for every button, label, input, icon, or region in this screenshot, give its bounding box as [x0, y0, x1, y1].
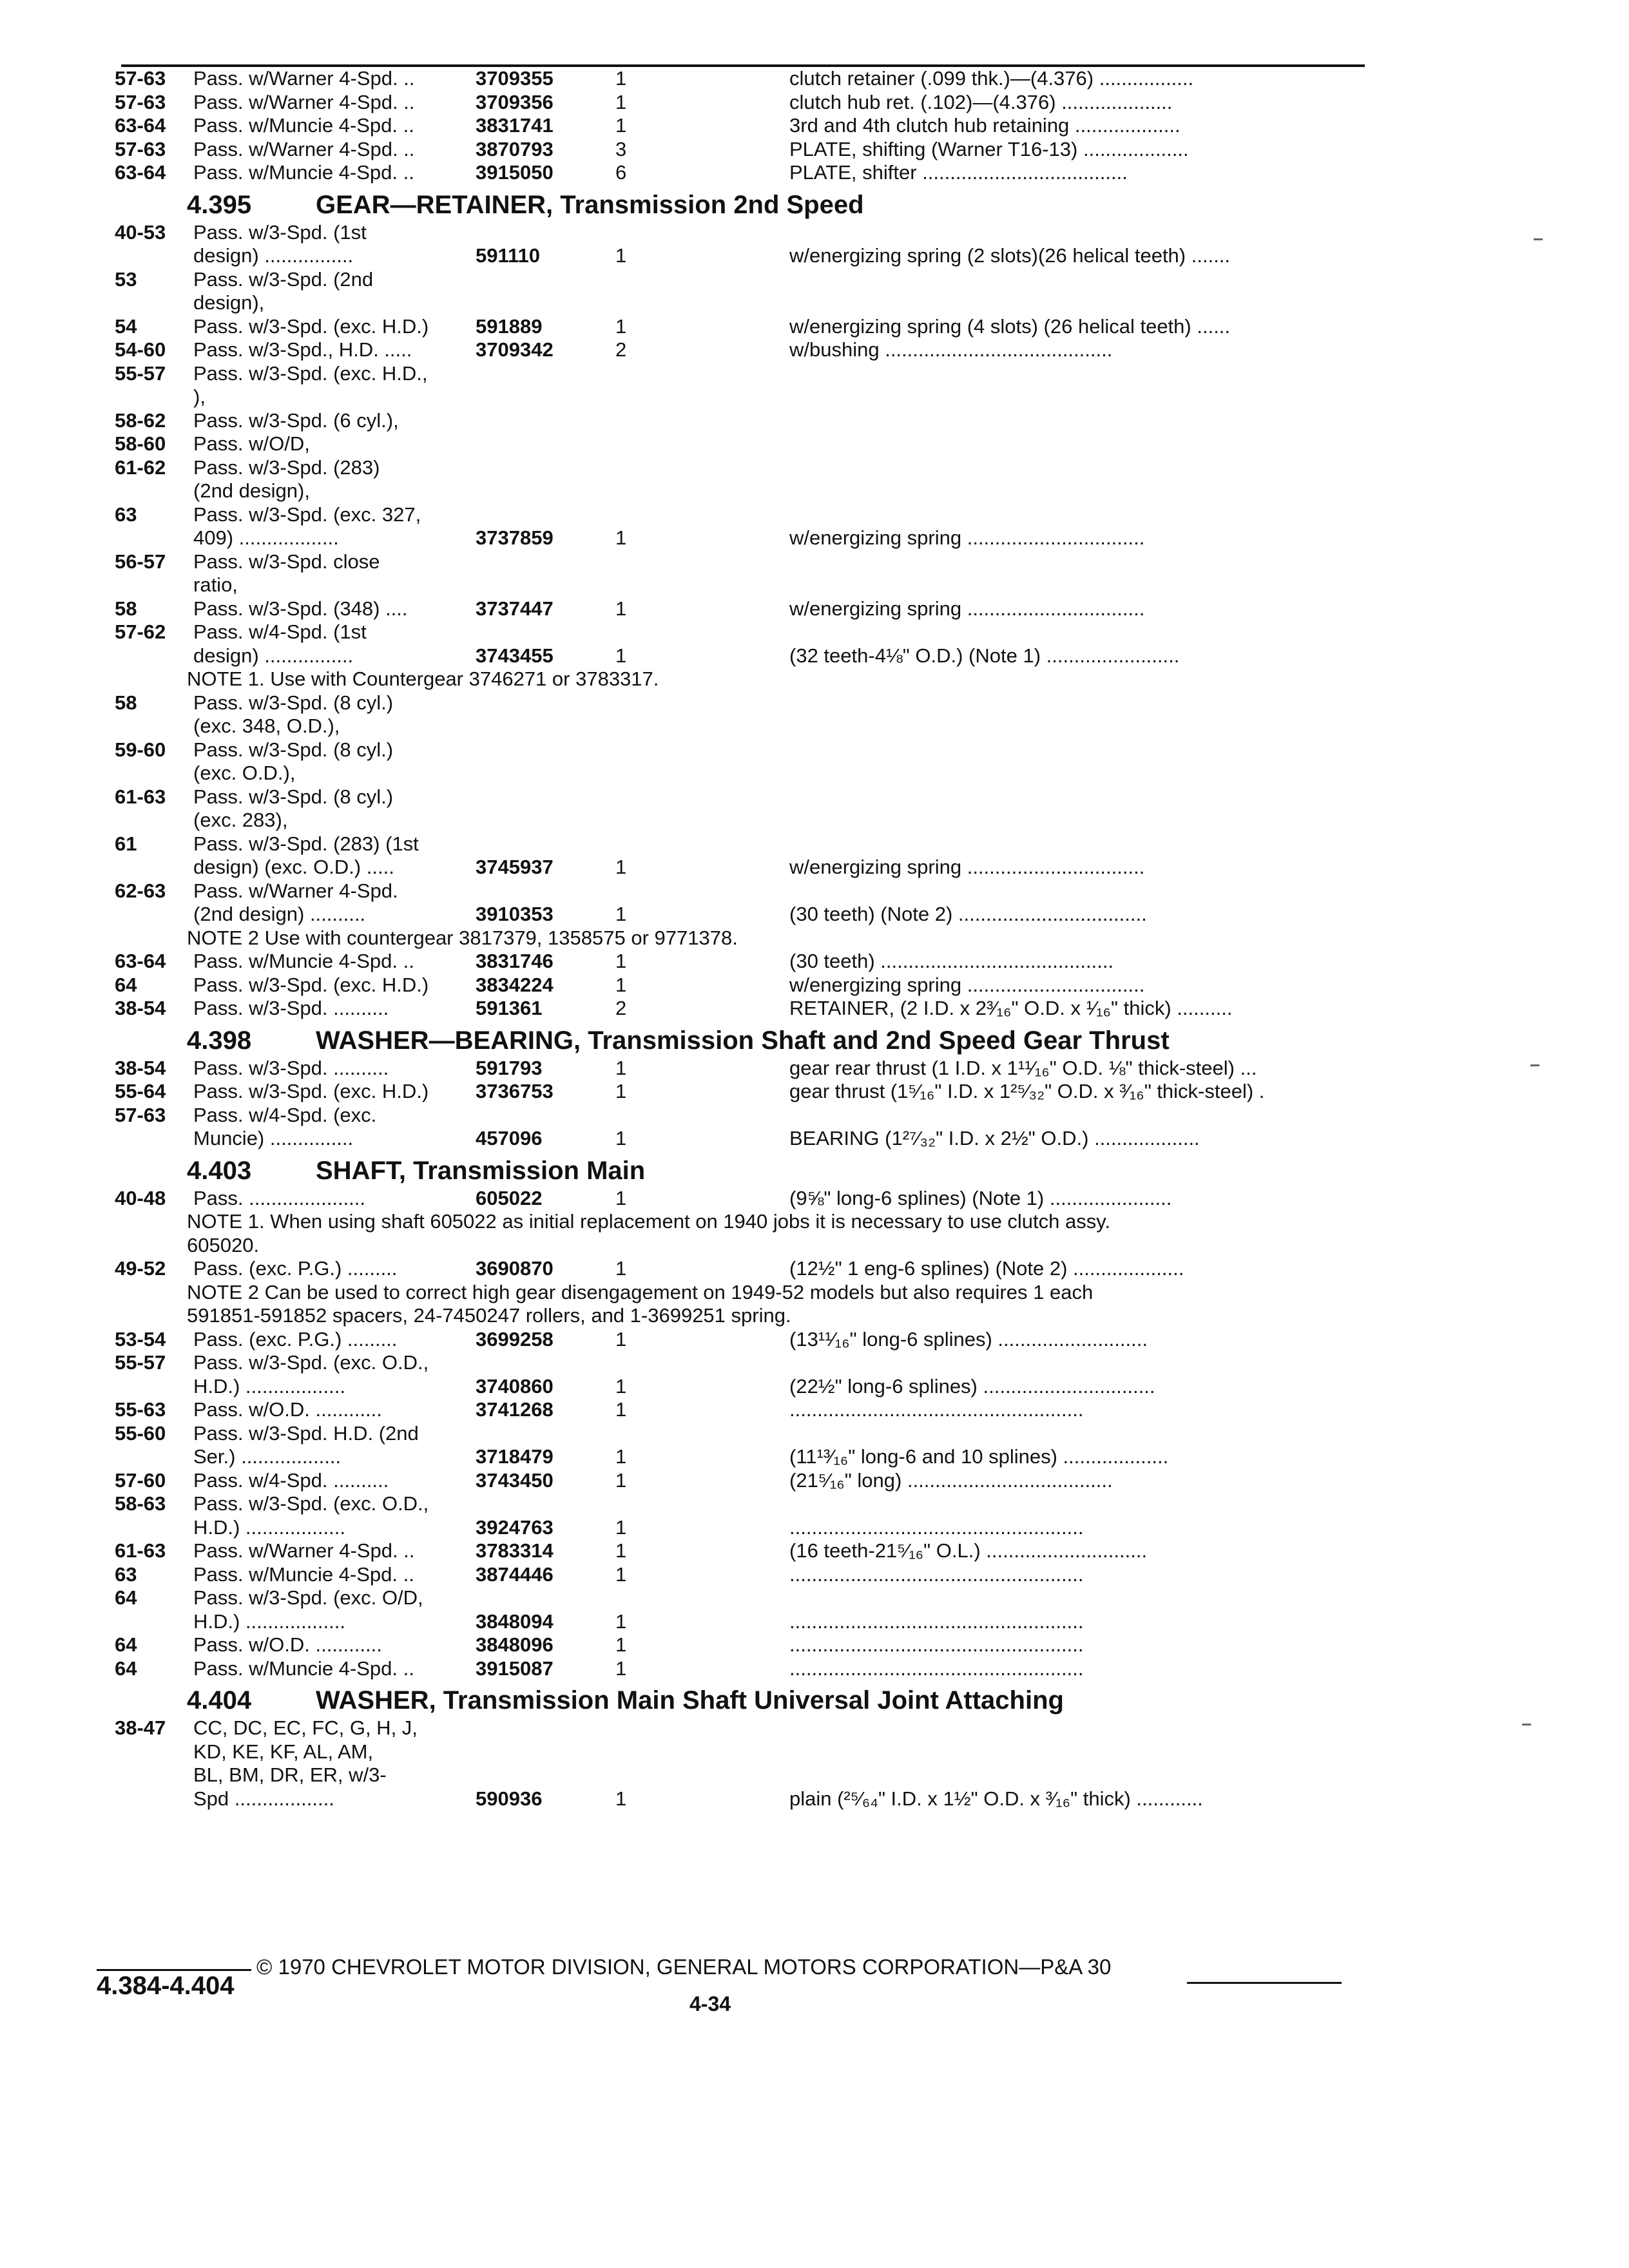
parts-row [0, 1257, 1629, 1281]
part-number: 3740860 [476, 1374, 554, 1398]
parts-row [0, 1610, 1629, 1634]
quantity: 3 [615, 137, 627, 160]
application-description: Pass. w/Warner 4-Spd. .. [193, 67, 415, 90]
application-description: Pass. w/Warner 4-Spd. .. [193, 1539, 415, 1562]
part-remarks: clutch hub ret. (.102)—(4.376) .................... [789, 90, 1173, 113]
parts-row [0, 856, 1629, 879]
application-description: Pass. ..................... [193, 1186, 366, 1209]
quantity: 1 [615, 1186, 627, 1209]
part-remarks: (22½" long-6 splines) ............................... [789, 1374, 1155, 1398]
footer-copyright: © 1970 CHEVROLET MOTOR DIVISION, GENERAL MOTORS CORPORATION—P&A 30 [256, 1955, 1112, 1979]
part-remarks: (16 teeth-21⁵⁄₁₆" O.L.) ............................. [789, 1539, 1148, 1562]
part-number: 3745937 [476, 856, 554, 878]
application-description: Pass. w/3-Spd. (exc. H.D.) [193, 1080, 429, 1102]
part-remarks: (11¹³⁄₁₆" long-6 and 10 splines) ................... [789, 1445, 1169, 1468]
model-years: 63 [115, 1562, 137, 1586]
parts-row [0, 67, 1629, 91]
application-description: Pass. (exc. P.G.) ......... [193, 1257, 398, 1280]
parts-row [0, 997, 1629, 1021]
application-description: Pass. w/Muncie 4-Spd. .. [193, 1657, 414, 1680]
part-number: 591889 [476, 314, 543, 338]
parts-row [0, 620, 1629, 644]
margin-mark [1522, 1724, 1531, 1725]
application-description: Pass. w/Muncie 4-Spd. .. [193, 1562, 414, 1586]
application-description: Pass. w/3-Spd. (8 cyl.) [193, 738, 394, 761]
part-remarks: (13¹¹⁄₁₆" long-6 splines) ........................... [789, 1327, 1148, 1350]
application-description: Pass. w/3-Spd. (1st [193, 220, 367, 244]
part-remarks: w/energizing spring ................................ [789, 973, 1145, 996]
note-line [0, 1281, 1629, 1305]
model-years: 49-52 [115, 1257, 166, 1280]
application-description: Pass. w/3-Spd. .......... [193, 997, 389, 1019]
parts-row [0, 573, 1629, 597]
application-description: (exc. O.D.), [193, 762, 296, 784]
section-number: 4.398 [187, 1026, 252, 1055]
application-description: Pass. w/3-Spd. (exc. H.D., [193, 361, 428, 385]
part-number: 3848096 [476, 1633, 554, 1656]
parts-row [0, 221, 1629, 245]
part-number: 3718479 [476, 1445, 554, 1468]
quantity: 1 [615, 1787, 627, 1810]
part-remarks: ..................................................... [789, 1562, 1084, 1586]
parts-row [0, 738, 1629, 762]
application-description: BL, BM, DR, ER, w/3- [193, 1763, 387, 1786]
parts-row [0, 1492, 1629, 1516]
parts-row [0, 1586, 1629, 1610]
model-years: 64 [115, 1657, 137, 1680]
section-number: 4.403 [187, 1156, 252, 1185]
application-description: H.D.) .................. [193, 1610, 345, 1633]
model-years: 58-60 [115, 432, 166, 455]
application-description: Pass. w/Warner 4-Spd. .. [193, 90, 415, 113]
part-number: 3834224 [476, 973, 554, 996]
model-years: 55-57 [115, 1351, 166, 1374]
model-years: 40-53 [115, 220, 166, 244]
parts-row [0, 1633, 1629, 1657]
quantity: 1 [615, 1127, 627, 1149]
quantity: 2 [615, 338, 627, 361]
quantity: 1 [615, 1539, 627, 1562]
quantity: 1 [615, 1657, 627, 1680]
application-description: Pass. w/3-Spd. (6 cyl.), [193, 408, 399, 432]
section-title: GEAR—RETAINER, Transmission 2nd Speed [316, 190, 864, 219]
application-description: Pass. w/3-Spd. (8 cyl.) [193, 785, 394, 808]
application-description: Spd .................. [193, 1787, 334, 1810]
part-remarks: gear thrust (1⁵⁄₁₆" I.D. x 1²⁵⁄₃₂" O.D. x ³⁄₁₆" thick-steel) . [789, 1080, 1265, 1102]
quantity: 1 [615, 1257, 627, 1280]
quantity: 1 [615, 973, 627, 996]
part-number: 3699258 [476, 1327, 554, 1350]
part-number: 3741268 [476, 1398, 554, 1421]
quantity: 1 [615, 526, 627, 549]
parts-row [0, 385, 1629, 409]
application-description: design) ................ [193, 644, 354, 667]
section-heading [0, 1151, 1629, 1187]
part-remarks: plain (²⁵⁄₆₄" I.D. x 1½" O.D. x ³⁄₁₆" thick) ............ [789, 1787, 1203, 1810]
parts-row [0, 1080, 1629, 1104]
quantity: 1 [615, 1633, 627, 1656]
model-years: 57-63 [115, 137, 166, 160]
application-description: design) (exc. O.D.) ..... [193, 856, 394, 878]
parts-row [0, 161, 1629, 185]
part-number: 3690870 [476, 1257, 554, 1280]
note-line [0, 1210, 1629, 1234]
parts-row [0, 526, 1629, 550]
section-number: 4.395 [187, 190, 252, 219]
model-years: 61-63 [115, 1539, 166, 1562]
parts-row [0, 597, 1629, 621]
part-remarks: (32 teeth-4⅛" O.D.) (Note 1) ........................ [789, 644, 1180, 667]
parts-row [0, 1539, 1629, 1563]
part-remarks: RETAINER, (2 I.D. x 2³⁄₁₆" O.D. x ¹⁄₁₆" thick) .......... [789, 997, 1233, 1019]
model-years: 54-60 [115, 338, 166, 361]
parts-row [0, 456, 1629, 480]
application-description: Pass. w/4-Spd. (exc. [193, 1103, 377, 1126]
parts-row [0, 1445, 1629, 1469]
application-description: Pass. w/3-Spd. .......... [193, 1056, 389, 1079]
application-description: Pass. w/O.D. ............ [193, 1633, 382, 1656]
application-description: Muncie) ............... [193, 1127, 354, 1149]
application-description: (2nd design), [193, 479, 310, 502]
part-remarks: PLATE, shifting (Warner T16-13) ................... [789, 137, 1189, 160]
section-heading [0, 1021, 1629, 1057]
part-number: 3831741 [476, 114, 554, 137]
model-years: 63 [115, 503, 137, 526]
application-description: Pass. w/Warner 4-Spd. .. [193, 137, 415, 160]
parts-row [0, 432, 1629, 456]
parts-row [0, 315, 1629, 339]
parts-row [0, 268, 1629, 292]
quantity: 1 [615, 1080, 627, 1102]
part-remarks: gear rear thrust (1 I.D. x 1¹¹⁄₁₆" O.D. ⅛" thick-steel) ... [789, 1056, 1257, 1079]
application-description: Pass. w/Warner 4-Spd. [193, 879, 398, 902]
part-number: 3737447 [476, 597, 554, 620]
part-number: 3874446 [476, 1562, 554, 1586]
application-description: CC, DC, EC, FC, G, H, J, [193, 1716, 418, 1739]
parts-row [0, 1351, 1629, 1375]
part-remarks: BEARING (1²⁷⁄₃₂" I.D. x 2½" O.D.) ................... [789, 1127, 1200, 1149]
quantity: 1 [615, 1056, 627, 1079]
quantity: 1 [615, 244, 627, 267]
model-years: 55-57 [115, 361, 166, 385]
parts-row [0, 1127, 1629, 1151]
application-description: (exc. 283), [193, 809, 288, 831]
application-description: Pass. w/3-Spd. (exc. H.D.) [193, 314, 429, 338]
model-years: 61-62 [115, 456, 166, 479]
application-description: Pass. w/3-Spd. (2nd [193, 267, 374, 291]
application-description: (2nd design) .......... [193, 903, 366, 925]
application-description: Pass. w/3-Spd. (348) .... [193, 597, 408, 620]
margin-mark [1534, 238, 1543, 240]
application-description: H.D.) .................. [193, 1374, 345, 1398]
section-heading [0, 1680, 1629, 1716]
application-description: Pass. (exc. P.G.) ......... [193, 1327, 398, 1350]
parts-row [0, 338, 1629, 362]
note-text: NOTE 1. When using shaft 605022 as initial replacement on 1940 jobs it is necessary to use clutch assy. [187, 1210, 1111, 1233]
part-remarks: ..................................................... [789, 1657, 1084, 1680]
parts-row [0, 503, 1629, 527]
parts-row [0, 879, 1629, 903]
quantity: 1 [615, 314, 627, 338]
parts-row [0, 1187, 1629, 1211]
part-remarks: (12½" 1 eng-6 splines) (Note 2) .................... [789, 1257, 1184, 1280]
application-description: ), [193, 385, 206, 408]
model-years: 58 [115, 597, 137, 620]
application-description: Pass. w/3-Spd. (8 cyl.) [193, 691, 394, 714]
model-years: 57-63 [115, 90, 166, 113]
note-line [0, 1304, 1629, 1328]
parts-row [0, 479, 1629, 503]
parts-row [0, 644, 1629, 668]
margin-mark [1530, 1064, 1539, 1066]
parts-row [0, 138, 1629, 162]
parts-row [0, 1057, 1629, 1081]
model-years: 38-54 [115, 1056, 166, 1079]
application-description: Pass. w/3-Spd. close [193, 550, 380, 573]
application-description: Pass. w/3-Spd. (exc. O.D., [193, 1492, 429, 1515]
application-description: Pass. w/3-Spd. (283) [193, 456, 380, 479]
note-text: NOTE 2 Use with countergear 3817379, 1358575 or 9771378. [187, 926, 738, 949]
application-description: design) ................ [193, 244, 354, 267]
quantity: 1 [615, 1445, 627, 1468]
parts-row [0, 91, 1629, 115]
application-description: Pass. w/3-Spd. (exc. 327, [193, 503, 421, 526]
model-years: 64 [115, 973, 137, 996]
model-years: 56-57 [115, 550, 166, 573]
footer-rule-right [1187, 1982, 1342, 1984]
parts-row [0, 1469, 1629, 1493]
quantity: 1 [615, 950, 627, 972]
quantity: 1 [615, 597, 627, 620]
part-remarks: clutch retainer (.099 thk.)—(4.376) ................. [789, 67, 1194, 90]
quantity: 1 [615, 1515, 627, 1539]
application-description: Pass. w/3-Spd. (283) (1st [193, 832, 419, 855]
application-description: 409) .................. [193, 526, 339, 549]
application-description: Pass. w/Muncie 4-Spd. .. [193, 161, 414, 184]
part-number: 605022 [476, 1186, 543, 1209]
model-years: 57-63 [115, 67, 166, 90]
model-years: 64 [115, 1633, 137, 1656]
section-heading [0, 185, 1629, 221]
application-description: Pass. w/Muncie 4-Spd. .. [193, 950, 414, 972]
parts-row [0, 1763, 1629, 1787]
part-number: 457096 [476, 1127, 543, 1149]
quantity: 1 [615, 903, 627, 925]
model-years: 63-64 [115, 114, 166, 137]
model-years: 55-60 [115, 1421, 166, 1445]
note-text: NOTE 2 Can be used to correct high gear disengagement on 1949-52 models but also requires 1 each [187, 1280, 1094, 1303]
application-description: Pass. w/3-Spd. (exc. O/D, [193, 1586, 423, 1609]
quantity: 1 [615, 1327, 627, 1350]
parts-row [0, 1328, 1629, 1352]
note-text: 605020. [187, 1233, 260, 1256]
part-remarks: (9⅝" long-6 splines) (Note 1) ...................... [789, 1186, 1172, 1209]
model-years: 63-64 [115, 161, 166, 184]
part-remarks: w/bushing ......................................... [789, 338, 1113, 361]
page-number: 4-34 [689, 1992, 731, 2015]
parts-row [0, 1716, 1629, 1740]
section-title: WASHER—BEARING, Transmission Shaft and 2nd Speed Gear Thrust [316, 1026, 1170, 1055]
part-remarks: w/energizing spring ................................ [789, 856, 1145, 878]
application-description: Pass. w/Muncie 4-Spd. .. [193, 114, 414, 137]
parts-row [0, 1787, 1629, 1811]
model-years: 59-60 [115, 738, 166, 761]
note-line [0, 668, 1629, 691]
part-number: 3870793 [476, 137, 554, 160]
part-remarks: w/energizing spring ................................ [789, 526, 1145, 549]
parts-row [0, 1422, 1629, 1446]
model-years: 57-60 [115, 1468, 166, 1492]
part-number: 3924763 [476, 1515, 554, 1539]
quantity: 1 [615, 1374, 627, 1398]
part-number: 591110 [476, 244, 541, 267]
parts-row [0, 974, 1629, 997]
application-description: Pass. w/O/D, [193, 432, 310, 455]
model-years: 63-64 [115, 950, 166, 972]
part-remarks: ..................................................... [789, 1633, 1084, 1656]
quantity: 1 [615, 114, 627, 137]
parts-row [0, 362, 1629, 386]
part-number: 3736753 [476, 1080, 554, 1102]
model-years: 58-63 [115, 1492, 166, 1515]
model-years: 54 [115, 314, 137, 338]
part-number: 3709355 [476, 67, 554, 90]
model-years: 61-63 [115, 785, 166, 808]
quantity: 2 [615, 997, 627, 1019]
parts-row [0, 809, 1629, 832]
part-number: 3915050 [476, 161, 554, 184]
part-remarks: (21⁵⁄₁₆" long) ..................................... [789, 1468, 1113, 1492]
parts-row [0, 1516, 1629, 1540]
section-number: 4.404 [187, 1686, 252, 1715]
quantity: 1 [615, 1468, 627, 1492]
parts-row [0, 691, 1629, 715]
parts-row [0, 762, 1629, 785]
model-years: 58 [115, 691, 137, 714]
parts-row [0, 950, 1629, 974]
note-line [0, 927, 1629, 950]
parts-row [0, 1398, 1629, 1422]
part-remarks: (30 teeth) .......................................... [789, 950, 1114, 972]
part-remarks: w/energizing spring ................................ [789, 597, 1145, 620]
part-remarks: w/energizing spring (2 slots)(26 helical teeth) ....... [789, 244, 1231, 267]
model-years: 55-63 [115, 1398, 166, 1421]
quantity: 1 [615, 1562, 627, 1586]
model-years: 38-47 [115, 1716, 166, 1739]
application-description: Pass. w/3-Spd. H.D. (2nd [193, 1421, 419, 1445]
model-years: 64 [115, 1586, 137, 1609]
model-years: 55-64 [115, 1080, 166, 1102]
application-description: design), [193, 291, 265, 314]
part-number: 591793 [476, 1056, 543, 1079]
model-years: 40-48 [115, 1186, 166, 1209]
quantity: 1 [615, 856, 627, 878]
parts-row [0, 1657, 1629, 1681]
parts-row [0, 785, 1629, 809]
application-description: Pass. w/3-Spd. (exc. O.D., [193, 1351, 429, 1374]
model-years: 58-62 [115, 408, 166, 432]
part-number: 3709342 [476, 338, 554, 361]
note-text: NOTE 1. Use with Countergear 3746271 or 3783317. [187, 668, 659, 690]
application-description: Pass. w/3-Spd. (exc. H.D.) [193, 973, 429, 996]
part-remarks: ..................................................... [789, 1610, 1084, 1633]
parts-row [0, 114, 1629, 138]
part-remarks: w/energizing spring (4 slots) (26 helical teeth) ...... [789, 314, 1231, 338]
part-number: 3743455 [476, 644, 554, 667]
application-description: Pass. w/4-Spd. .......... [193, 1468, 389, 1492]
parts-list [0, 67, 1629, 1811]
parts-row [0, 1740, 1629, 1764]
part-remarks: ..................................................... [789, 1515, 1084, 1539]
application-description: Pass. w/O.D. ............ [193, 1398, 382, 1421]
application-description: H.D.) .................. [193, 1515, 345, 1539]
part-number: 3743450 [476, 1468, 554, 1492]
application-description: Ser.) .................. [193, 1445, 342, 1468]
part-number: 591361 [476, 997, 543, 1019]
part-remarks: 3rd and 4th clutch hub retaining ................... [789, 114, 1181, 137]
parts-row [0, 715, 1629, 738]
quantity: 6 [615, 161, 627, 184]
part-remarks: ..................................................... [789, 1398, 1084, 1421]
quantity: 1 [615, 1610, 627, 1633]
quantity: 1 [615, 1398, 627, 1421]
model-years: 62-63 [115, 879, 166, 902]
application-description: (exc. 348, O.D.), [193, 715, 340, 737]
model-years: 53 [115, 267, 137, 291]
part-number: 590936 [476, 1787, 543, 1810]
quantity: 1 [615, 90, 627, 113]
parts-row [0, 409, 1629, 433]
section-range: 4.384-4.404 [97, 1972, 235, 2000]
parts-row [0, 1104, 1629, 1128]
part-number: 3737859 [476, 526, 554, 549]
application-description: KD, KE, KF, AL, AM, [193, 1740, 374, 1763]
part-number: 3709356 [476, 90, 554, 113]
model-years: 57-63 [115, 1103, 166, 1126]
parts-row [0, 1563, 1629, 1587]
model-years: 38-54 [115, 997, 166, 1019]
part-number: 3848094 [476, 1610, 554, 1633]
parts-row [0, 550, 1629, 574]
parts-row [0, 291, 1629, 315]
part-remarks: PLATE, shifter ..................................... [789, 161, 1128, 184]
part-number: 3915087 [476, 1657, 554, 1680]
parts-row [0, 244, 1629, 268]
part-number: 3783314 [476, 1539, 554, 1562]
parts-row [0, 832, 1629, 856]
part-number: 3910353 [476, 903, 554, 925]
part-remarks: (30 teeth) (Note 2) .................................. [789, 903, 1147, 925]
model-years: 57-62 [115, 620, 166, 643]
model-years: 53-54 [115, 1327, 166, 1350]
parts-row [0, 1375, 1629, 1399]
application-description: ratio, [193, 573, 238, 596]
note-line [0, 1234, 1629, 1258]
quantity: 1 [615, 644, 627, 667]
application-description: Pass. w/3-Spd., H.D. ..... [193, 338, 412, 361]
quantity: 1 [615, 67, 627, 90]
parts-row [0, 903, 1629, 927]
section-title: WASHER, Transmission Main Shaft Universal Joint Attaching [316, 1686, 1064, 1715]
model-years: 61 [115, 832, 137, 855]
part-number: 3831746 [476, 950, 554, 972]
application-description: Pass. w/4-Spd. (1st [193, 620, 367, 643]
footer-rule-left [97, 1969, 251, 1971]
note-text: 591851-591852 spacers, 24-7450247 rollers, and 1-3699251 spring. [187, 1304, 791, 1327]
section-title: SHAFT, Transmission Main [316, 1156, 646, 1185]
